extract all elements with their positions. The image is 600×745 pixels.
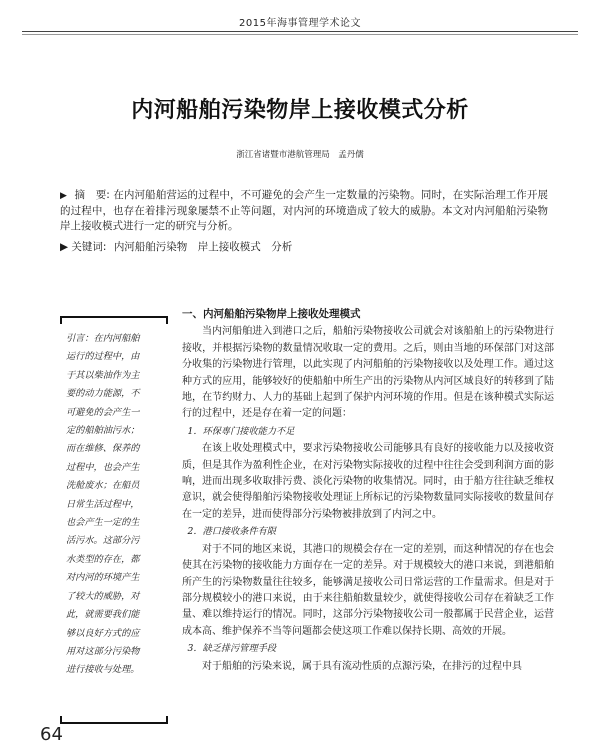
triangle-bullet-icon: ▶ [60, 191, 68, 201]
paragraph: 在该上收处理模式中，要求污染物接收公司能够具有良好的接收能力以及接收资质，但是其作为盈利性企业，在对污染物实际接收的过程中往往会受到利润方面的影响，进而出现多收取排污费、淡化污染物的收集情况。同时，由于船方往往缺乏维权意识，就会使得船舶污染物接收处理证上所标记的污染物数量同实际接收的数量间存在一定的差异，进而使得部分污染物被排放到了内河之中。 [182, 443, 554, 520]
subheading: 3．缺乏排污管理手段 [187, 643, 277, 655]
subheading: 2．港口接收条件有限 [187, 526, 277, 538]
keywords-label: 关键词: [71, 241, 107, 253]
paragraph: 当内河船舶进入到港口之后，船舶污染物接收公司就会对该船舶上的污染物进行接收，并根据污染物的数量情况收取一定的费用。之后，则由当地的环保部门对这部分收集的污染物进行管理，以此实现了内河船舶的污染物接收以及处理工作。通过这种方式的应用，能够较好的使船舶中所生产出的污染物从内河区域良好的转移到了陆地，在节约财力、人力的基础上起到了保护内河环境的作用。但是在该种模式实际运行的过程中，还是存在着一定的问题： [182, 326, 554, 420]
sidebar-line: 水类型的存在，都 [66, 553, 140, 565]
sidebar-introduction [66, 330, 166, 680]
sidebar-line: 进行接收与处理。 [66, 664, 140, 676]
sidebar-line: 过程中，也会产生 [66, 461, 140, 473]
sidebar-line: 活污水。这部分污 [66, 535, 140, 547]
paragraph: 对于船舶的污染来说，属于具有流动性质的点源污染，在排污的过程中具 [202, 660, 522, 672]
abstract-text: 在内河船舶营运的过程中，不可避免的会产生一定数量的污染物。同时，在实际治理工作开展的过程中，也存在着排污现象屡禁不止等问题，对内河的环境造成了较大的威胁。本文对内河船舶污染物岸上接收模式进行一定的研究与分析。 [60, 189, 549, 232]
sidebar-line: 可避免的会产生一 [66, 406, 140, 418]
paper-title: 内河船舶污染物岸上接收模式分析 [131, 98, 469, 123]
sidebar-line: 定的船舶油污水； [66, 425, 140, 437]
sidebar-line: 引言：在内河船舶 [66, 333, 140, 344]
header-rule [22, 31, 578, 32]
sidebar-line: 也会产生一定的生 [66, 517, 140, 529]
sidebar-line: 而在维修、保养的 [66, 443, 140, 455]
paragraph: 对于不同的地区来说，其港口的规模会存在一定的差别，而这种情况的存在也会使其在污染物的接收能力方面存在一定的差异。对于规模较大的港口来说，到港船舶所产生的污染物数量往往较多，能够满足接收公司日常运营的工作量需求。但是对于部分规模较小的港口来说，由于来往船舶数量较少，就使得接收公司存在着缺乏工作量、难以维持运行的情况。同时，这部分污染物接收公司一般都属于民营企业，运营成本高、维护保养不当等问题都会使这项工作难以保持长期、高效的开展。 [182, 543, 554, 637]
sidebar-line: 用对这部分污染物 [66, 645, 140, 657]
sidebar-line: 日常生活过程中， [66, 498, 140, 510]
abstract-label: 摘 要: [74, 189, 110, 201]
sidebar-line: 洗舱废水；在船员 [66, 480, 140, 492]
page-number: 64 [40, 724, 63, 745]
sidebar-line: 要的动力能源，不 [66, 388, 140, 400]
abstract [60, 188, 548, 234]
sidebar-line: 于其以柴油作为主 [66, 369, 140, 381]
sidebar-line: 够以良好方式的应 [66, 627, 140, 639]
triangle-bullet-icon: ▶ [60, 241, 69, 253]
sidebar-line: 此，就需要我们能 [66, 609, 140, 621]
subheading: 1．环保専门接收能力不足 [187, 425, 295, 437]
header-rule-thin [22, 34, 578, 35]
keywords-items: 内河船舶污染物 岸上接收模式 分析 [113, 241, 293, 253]
keywords [60, 240, 548, 255]
sidebar-bracket-top [60, 316, 168, 324]
sidebar-line: 了较大的威胁，对 [66, 590, 140, 602]
section-heading: 一、内河船舶污染物岸上接收处理模式 [182, 308, 361, 320]
sidebar-bracket-bottom [60, 716, 168, 724]
running-header: 2015年海事管理学术论文 [239, 18, 361, 29]
sidebar-line: 对内河的环境产生 [66, 572, 140, 584]
body-column [182, 306, 554, 675]
author-line: 浙江省诸暨市港航管理局 孟丹儒 [236, 150, 364, 160]
sidebar-line: 运行的过程中，由 [66, 351, 140, 363]
